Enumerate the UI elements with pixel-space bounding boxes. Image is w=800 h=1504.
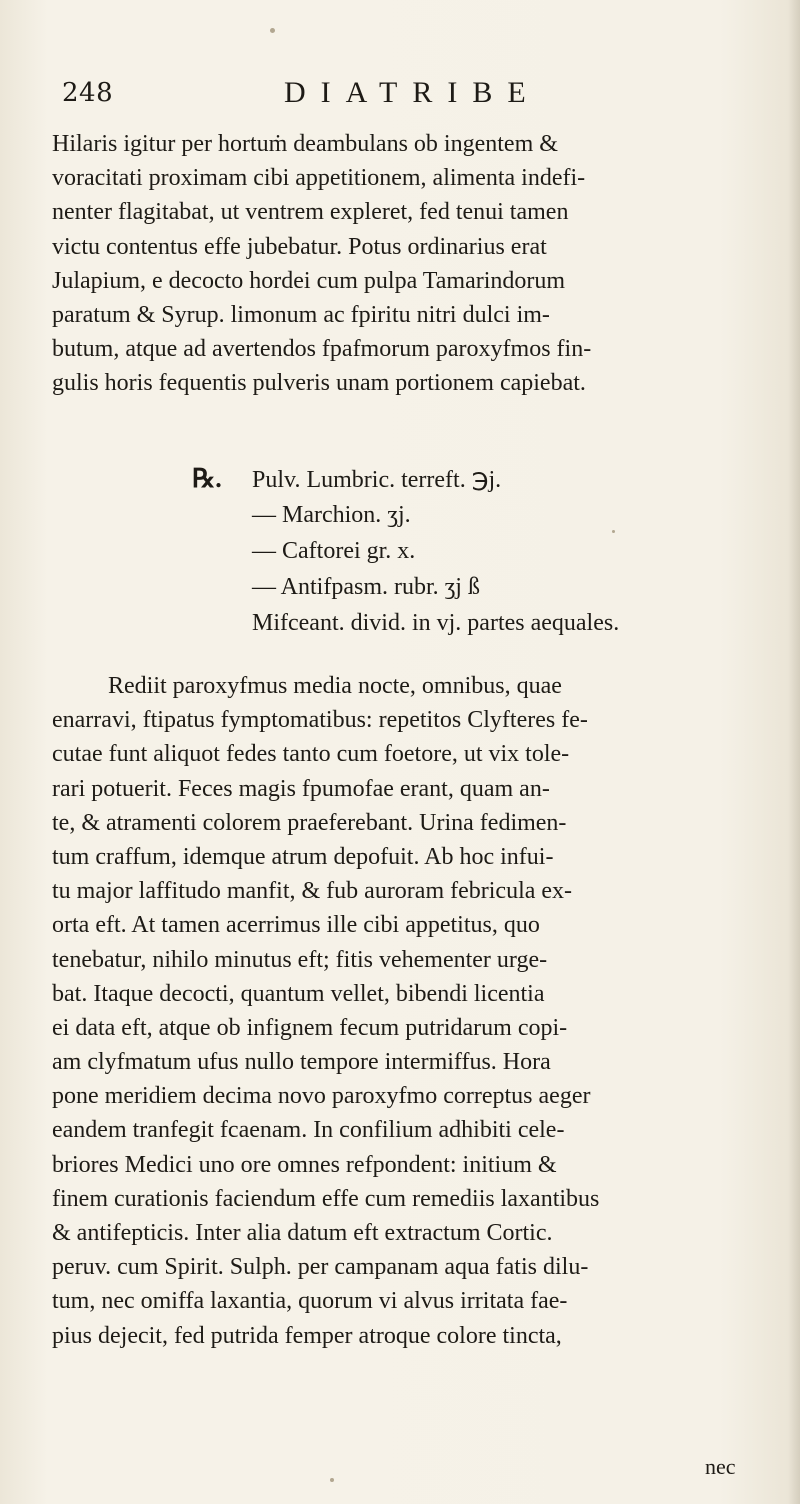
text-line: peruv. cum Spirit. Sulph. per campanam aqua fatis dilu-: [52, 1254, 589, 1281]
text-line: briores Medici uno ore omnes refpondent: initium &: [52, 1151, 557, 1178]
text-line: voracitati proximam cibi appetitionem, alimenta indefi-: [52, 165, 586, 192]
text-line: tum, nec omiffa laxantia, quorum vi alvus irritata fae-: [52, 1288, 568, 1315]
text-line: butum, atque ad avertendos fpafmorum paroxyfmos fin-: [52, 336, 592, 363]
running-head: [62, 78, 762, 118]
paper-speck: [270, 28, 275, 33]
text-line: nenter flagitabat, ut ventrem expleret, fed tenui tamen: [52, 199, 569, 226]
text-line: te, & atramenti colorem praeferebant. Urina fedimen-: [52, 809, 567, 836]
paragraph-2: [52, 669, 752, 1353]
paper-speck: [612, 530, 615, 533]
text-line: am clyfmatum ufus nullo tempore intermiffus. Hora: [52, 1049, 551, 1076]
prescription-ingredient: — Caftorei gr. x.: [252, 538, 416, 564]
text-line: enarravi, ftipatus fymptomatibus: repetitos Clyfteres fe-: [52, 707, 588, 734]
prescription-line: [52, 533, 752, 569]
prescription-instruction: [52, 605, 752, 641]
text-line: tenebatur, nihilo minutus eft; fitis vehementer urge-: [52, 946, 548, 973]
prescription-ingredient: Pulv. Lumbric. terreft. ℈j.: [252, 467, 502, 493]
paper-speck: [330, 1478, 334, 1482]
page-number: 248: [62, 78, 114, 108]
prescription-line: [52, 461, 752, 497]
running-title: DIATRIBE: [284, 76, 541, 109]
catchword: nec: [705, 1454, 736, 1479]
text-line: Hilaris igitur per hortuṁ deambulans ob ingentem &: [52, 131, 558, 157]
text-line: orta eft. At tamen acerrimus ille cibi appetitus, quo: [52, 912, 540, 939]
prescription-directions: Mifceant. divid. in vj. partes aequales.: [252, 610, 620, 636]
paragraph-1: [52, 127, 752, 401]
text-line: victu contentus effe jubebatur. Potus ordinarius erat: [52, 233, 547, 260]
text-line: pone meridiem decima novo paroxyfmo correptus aeger: [52, 1083, 591, 1110]
prescription-ingredient: — Marchion. ʒj.: [252, 502, 411, 528]
rx-symbol: ℞.: [192, 464, 222, 493]
prescription: [52, 461, 752, 641]
prescription-ingredient: — Antifpasm. rubr. ʒj ß: [252, 574, 480, 600]
text-line: gulis horis fequentis pulveris unam portionem capiebat.: [52, 370, 586, 397]
text-line: finem curationis faciendum effe cum remediis laxantibus: [52, 1185, 600, 1212]
page-edge-shadow: [788, 0, 800, 1504]
text-line: bat. Itaque decocti, quantum vellet, bibendi licentia: [52, 980, 545, 1007]
text-line: rari potuerit. Feces magis fpumofae erant, quam an-: [52, 775, 550, 802]
text-line: tu major laffitudo manfit, & fub auroram febricula ex-: [52, 878, 573, 905]
text-line: tum craffum, idemque atrum depofuit. Ab hoc infui-: [52, 843, 554, 870]
text-line: Julapium, e decocto hordei cum pulpa Tamarindorum: [52, 267, 566, 294]
text-line: ei data eft, atque ob infignem fecum putridarum copi-: [52, 1014, 568, 1041]
text-line: & antifepticis. Inter alia datum eft extractum Cortic.: [52, 1220, 553, 1246]
prescription-line: [52, 569, 752, 605]
text-line: Rediit paroxyfmus media nocte, omnibus, quae: [108, 673, 562, 699]
text-line: cutae funt aliquot fedes tanto cum foetore, ut vix tole-: [52, 741, 570, 768]
text-line: paratum & Syrup. limonum ac fpiritu nitri dulci im-: [52, 301, 550, 328]
text-line: pius dejecit, fed putrida femper atroque colore tincta,: [52, 1322, 562, 1349]
text-line: eandem tranfegit fcaenam. In confilium adhibiti cele-: [52, 1117, 565, 1144]
prescription-line: [52, 497, 752, 533]
